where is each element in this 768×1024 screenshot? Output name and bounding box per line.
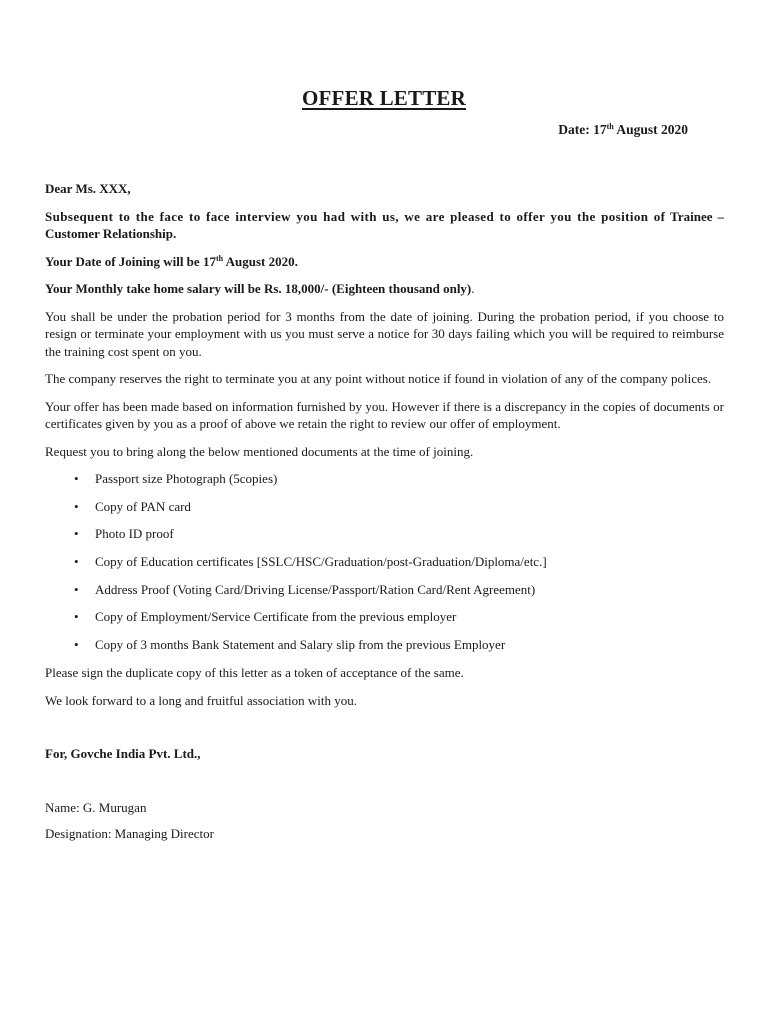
date-day: 17	[593, 122, 607, 137]
closing-paragraph: We look forward to a long and fruitful association with you.	[45, 692, 357, 708]
list-item	[45, 498, 724, 516]
bullet-icon: •	[74, 581, 79, 597]
bullet-icon: •	[74, 609, 79, 625]
joining-date-paragraph	[45, 253, 724, 271]
position-title: Trainee – Customer Relationship.	[45, 208, 725, 241]
list-item	[45, 581, 724, 599]
documents-list	[45, 470, 724, 654]
discrepancy-paragraph: Your offer has been made based on information furnished by you. However if there is a discrepancy in the copies of documents or certificates given by you as a proof of above we retain the right to review our offer of employment.	[45, 398, 724, 431]
letter-title: OFFER LETTER	[301, 86, 466, 110]
joining-day: 17	[202, 253, 216, 269]
documents-request-paragraph: Request you to bring along the below mentioned documents at the time of joining.	[45, 443, 474, 459]
letter-date	[558, 122, 688, 138]
bullet-icon: •	[74, 554, 79, 570]
date-month-year: August 2020	[616, 122, 688, 137]
list-item	[45, 525, 724, 543]
probation-paragraph: You shall be under the probation period for 3 months from the date of joining. During the probation period, if you choose to resign or terminate your employment with us you must serve a notice for 30 days failing which you will be required to reimburse the training cost spent on you.	[45, 308, 724, 359]
bullet-icon: •	[74, 637, 79, 653]
list-item	[45, 608, 724, 626]
salutation: Dear Ms. XXX,	[45, 181, 131, 196]
termination-paragraph: The company reserves the right to terminate you at any point without notice if found in violation of any of the company polices.	[45, 371, 712, 386]
signatory-designation: Designation: Managing Director	[45, 826, 214, 842]
letter-body	[45, 180, 724, 843]
company-signoff: For, Govche India Pvt. Ltd.,	[45, 746, 201, 762]
list-item	[45, 636, 724, 654]
list-item-text: Copy of 3 months Bank Statement and Salary slip from the previous Employer	[95, 637, 506, 653]
joining-month-year: August 2020.	[225, 253, 298, 269]
salary-paragraph	[45, 280, 724, 298]
date-label: Date:	[558, 122, 590, 137]
list-item	[45, 553, 724, 571]
signatory-name: Name: G. Murugan	[45, 799, 147, 815]
list-item-text: Copy of PAN card	[95, 498, 191, 514]
bullet-icon: •	[74, 471, 79, 486]
position-offer-paragraph	[45, 208, 724, 243]
position-offer-line: Subsequent to the face to face interview you had with us, we are pleased to offer you the position of	[45, 208, 666, 224]
list-item-text: Address Proof (Voting Card/Driving License/Passport/Ration Card/Rent Agreement)	[95, 581, 536, 597]
list-item-text: Copy of Employment/Service Certificate from the previous employer	[95, 609, 457, 625]
bullet-icon: •	[74, 526, 79, 542]
salary-end: .	[471, 281, 475, 296]
list-item	[45, 470, 724, 488]
list-item-text: Photo ID proof	[95, 526, 174, 542]
salary-text: Your Monthly take home salary will be Rs. 18,000/- (Eighteen thousand only)	[45, 281, 472, 296]
joining-day-suffix: th	[215, 253, 224, 263]
sign-request-paragraph: Please sign the duplicate copy of this letter as a token of acceptance of the same.	[45, 665, 464, 681]
date-day-suffix: th	[606, 122, 614, 131]
joining-prefix: Your Date of Joining will be	[45, 253, 200, 269]
list-item-text: Copy of Education certificates [SSLC/HSC/Graduation/post-Graduation/Diploma/etc.]	[95, 554, 547, 570]
list-item-text: Passport size Photograph (5copies)	[95, 471, 278, 486]
bullet-icon: •	[74, 498, 79, 514]
